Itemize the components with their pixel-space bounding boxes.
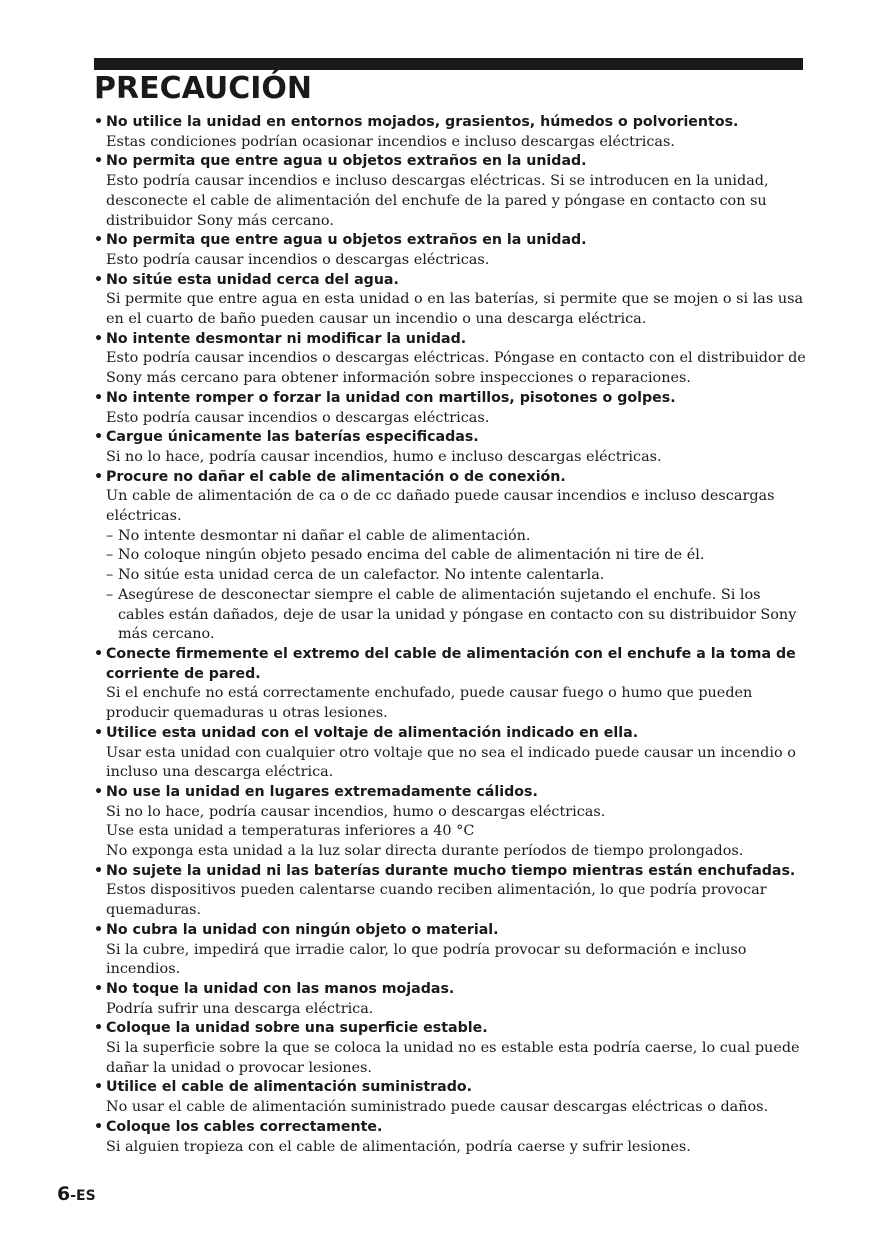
precaution-heading [94,1078,806,1098]
precaution-list [94,113,806,1157]
precaution-heading [94,428,806,448]
bullet-icon: • [94,921,104,938]
precaution-subitem-text: No intente desmontar ni dañar el cable de alimentación. [118,527,531,544]
precaution-heading [94,862,806,882]
precaution-heading-text: Utilice el cable de alimentación suministrado. [106,1079,473,1096]
precaution-item [94,1078,806,1117]
precaution-body-text: Si la cubre, impedirá que irradie calor, lo que podría provocar su deformación e incluso incendios. [106,941,747,978]
precaution-heading-text: Procure no dañar el cable de alimentación o de conexión. [106,468,566,485]
precaution-body [94,684,806,723]
precaution-heading-text: No permita que entre agua u objetos extraños en la unidad. [106,153,587,170]
precaution-body [94,172,806,231]
precaution-body-text: Un cable de alimentación de ca o de cc dañado puede causar incendios e incluso descargas eléctricas. [106,488,775,525]
bullet-icon: • [94,153,104,170]
precaution-heading [94,152,806,172]
precaution-item [94,921,806,980]
precaution-subitem [106,586,806,645]
precaution-body-text: Si alguien tropieza con el cable de alimentación, podría caerse y sufrir lesiones. [106,1138,691,1155]
precaution-body [94,133,806,153]
precaution-body-text: Si permite que entre agua en esta unidad o en las baterías, si permite que se mojen o si las usa en el cuarto de baño pueden causar un incendio o una descarga eléctrica. [106,291,804,328]
precaution-body [94,941,806,980]
bullet-icon: • [94,429,104,446]
precaution-heading [94,113,806,133]
precaution-body-text: Si no lo hace, podría causar incendios, humo o descargas eléctricas. [106,803,606,820]
precaution-heading-text: Conecte firmemente el extremo del cable de alimentación con el enchufe a la toma de corriente de pared. [106,645,796,682]
precaution-body [94,349,806,388]
precaution-item [94,1118,806,1157]
precaution-body [94,1000,806,1020]
precaution-heading [94,1118,806,1138]
precaution-body [94,487,806,645]
precaution-heading [94,645,806,684]
precaution-sublist [106,527,806,645]
bullet-icon: • [94,1079,104,1096]
precaution-body-text: Estas condiciones podrían ocasionar incendios e incluso descargas eléctricas. [106,133,675,150]
precaution-item [94,724,806,783]
page-number-value: 6 [57,1183,71,1205]
precaution-body-text: Esto podría causar incendios o descargas eléctricas. [106,409,490,426]
page-number-suffix: -ES [70,1188,96,1204]
precaution-body-text: Podría sufrir una descarga eléctrica. [106,1000,374,1017]
precaution-body [94,1098,806,1118]
precaution-item [94,428,806,467]
precaution-subitem-text: Asegúrese de desconectar siempre el cable de alimentación sujetando el enchufe. Si los cables están dañados, deje de usar la unidad y póngase en contacto con su distribuidor Sony más cercano. [118,586,797,643]
bullet-icon: • [94,1020,104,1037]
precaution-heading [94,783,806,803]
precaution-heading-text: No intente desmontar ni modificar la unidad. [106,330,467,347]
precaution-body-text: No usar el cable de alimentación suministrado puede causar descargas eléctricas o daños. [106,1099,769,1116]
precaution-body [94,251,806,271]
precaution-item [94,862,806,921]
precaution-item [94,1019,806,1078]
precaution-subitem-text: No sitúe esta unidad cerca de un calefactor. No intente calentarla. [118,567,605,584]
precaution-body-text: Si el enchufe no está correctamente enchufado, puede causar fuego o humo que pueden producir quemaduras u otras lesiones. [106,685,753,722]
precaution-body-text: Si no lo hace, podría causar incendios, humo e incluso descargas eléctricas. [106,448,662,465]
precaution-heading-text: No sitúe esta unidad cerca del agua. [106,271,399,288]
precaution-body-text: Esto podría causar incendios e incluso descargas eléctricas. Si se introducen en la unidad, desconecte el cable de alimentación del enchufe de la pared y póngase en contacto con su distribuidor Sony más cercano. [106,173,769,229]
precaution-heading [94,330,806,350]
precaution-body-text: Esto podría causar incendios o descargas eléctricas. Póngase en contacto con el distribuidor de Sony más cercano para obtener información sobre inspecciones o reparaciones. [106,350,806,387]
precaution-heading-text: Utilice esta unidad con el voltaje de alimentación indicado en ella. [106,724,639,741]
bullet-icon: • [94,330,104,347]
bullet-icon: • [94,114,104,130]
bullet-icon: • [94,724,104,741]
precaution-heading-text: No use la unidad en lugares extremadamente cálidos. [106,783,538,800]
precaution-body [94,1039,806,1078]
precaution-item [94,389,806,428]
precaution-heading-text: No toque la unidad con las manos mojadas. [106,980,455,997]
precaution-subitem [106,527,806,547]
precaution-body-text: No exponga esta unidad a la luz solar directa durante períodos de tiempo prolongados. [106,843,744,860]
precaution-body-text: Esto podría causar incendios o descargas eléctricas. [106,251,490,268]
precaution-heading-text: Coloque los cables correctamente. [106,1118,383,1135]
dash-icon: – [106,586,114,603]
precaution-subitem-text: No coloque ningún objeto pesado encima del cable de alimentación ni tire de él. [118,547,705,564]
bullet-icon: • [94,783,104,800]
precaution-heading [94,724,806,744]
precaution-item [94,231,806,270]
precaution-item [94,330,806,389]
precaution-body-text: Si la superficie sobre la que se coloca la unidad no es estable esta podría caerse, lo cual puede dañar la unidad o provocar lesiones. [106,1040,800,1076]
precaution-heading [94,1019,806,1039]
precaution-heading-text: No cubra la unidad con ningún objeto o material. [106,921,499,938]
bullet-icon: • [94,271,104,288]
precaution-heading-text: No sujete la unidad ni las baterías durante mucho tiempo mientras están enchufadas. [106,862,796,879]
bullet-icon: • [94,232,104,249]
precaution-body [94,744,806,783]
bullet-icon: • [94,645,104,662]
dash-icon: – [106,567,114,584]
precaution-subitem [106,566,806,586]
bullet-icon: • [94,468,104,485]
precaution-body-text: Usar esta unidad con cualquier otro voltaje que no sea el indicado puede causar un incendio o incluso una descarga eléctrica. [106,744,796,781]
precaution-item [94,468,806,645]
precaution-item [94,152,806,231]
precaution-body [94,1138,806,1158]
precaution-body [94,881,806,920]
precaution-heading-text: No intente romper o forzar la unidad con martillos, pisotones o golpes. [106,389,676,406]
precaution-body [94,290,806,329]
precaution-body [94,448,806,468]
precaution-body-text: Use esta unidad a temperaturas inferiores a 40 °C [106,823,475,840]
page-title: PRECAUCIÓN [94,71,313,106]
precaution-heading-text: Cargue únicamente las baterías especificadas. [106,429,479,446]
precaution-body-text: Estos dispositivos pueden calentarse cuando reciben alimentación, lo que podría provocar quemaduras. [106,882,767,919]
precaution-heading [94,468,806,488]
precaution-item [94,271,806,330]
bullet-icon: • [94,862,104,879]
dash-icon: – [106,527,114,544]
top-rule [94,58,803,70]
precaution-subitem [106,546,806,566]
precaution-heading [94,231,806,251]
precaution-heading-text: No permita que entre agua u objetos extraños en la unidad. [106,232,587,249]
precaution-item [94,980,806,1019]
precaution-body [94,409,806,429]
page-number [57,1181,96,1209]
precaution-item [94,783,806,862]
precaution-heading [94,980,806,1000]
precaution-heading [94,271,806,291]
dash-icon: – [106,547,114,564]
precaution-heading-text: Coloque la unidad sobre una superficie estable. [106,1020,488,1037]
bullet-icon: • [94,389,104,406]
bullet-icon: • [94,980,104,997]
precaution-heading-text: No utilice la unidad en entornos mojados, grasientos, húmedos o polvorientos. [106,114,739,130]
bullet-icon: • [94,1118,104,1135]
precaution-item [94,113,806,152]
precaution-heading [94,921,806,941]
precaution-item [94,645,806,724]
precaution-heading [94,389,806,409]
precaution-body [94,803,806,862]
